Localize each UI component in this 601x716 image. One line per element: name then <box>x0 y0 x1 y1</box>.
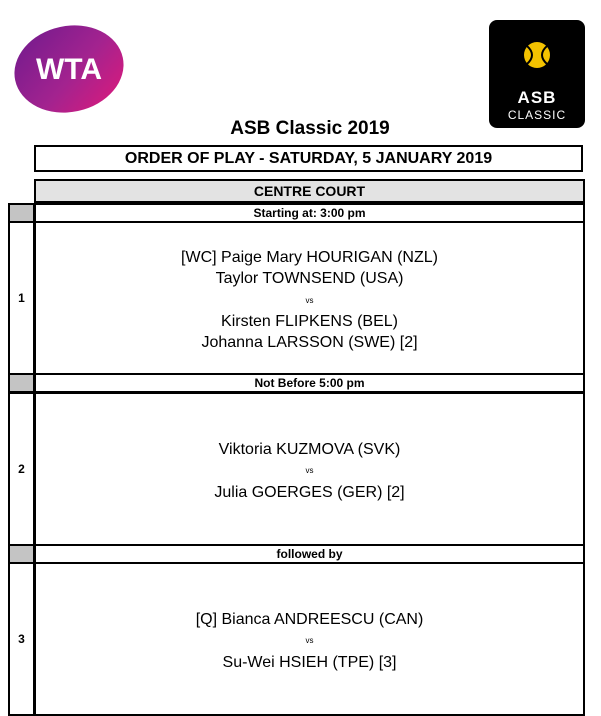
team1-player: [WC] Paige Mary HOURIGAN (NZL) <box>181 249 438 266</box>
match-number: 3 <box>8 562 35 716</box>
vs-label: vs <box>305 466 314 475</box>
team2-player: Su-Wei HSIEH (TPE) [3] <box>222 654 397 671</box>
match-card <box>34 392 585 546</box>
match-number: 1 <box>8 221 35 375</box>
match-card <box>34 221 585 375</box>
wta-logo <box>13 24 126 114</box>
tennis-ball-icon <box>489 20 585 90</box>
match-card <box>34 562 585 716</box>
vs-label: vs <box>305 296 314 305</box>
asb-logo-line2: CLASSIC <box>507 108 567 122</box>
team2-player: Kirsten FLIPKENS (BEL) <box>221 313 398 330</box>
match-time-label: Not Before 5:00 pm <box>34 373 585 393</box>
team2-player: Johanna LARSSON (SWE) [2] <box>201 334 418 351</box>
court-name: CENTRE COURT <box>34 179 585 203</box>
team1-player: [Q] Bianca ANDREESCU (CAN) <box>195 611 424 628</box>
team2-player: Julia GOERGES (GER) [2] <box>214 484 405 501</box>
match-time-label: Starting at: 3:00 pm <box>34 203 585 223</box>
row-marker-cell <box>8 373 35 393</box>
team1-player: Viktoria KUZMOVA (SVK) <box>218 441 401 458</box>
vs-label: vs <box>305 636 314 645</box>
wta-logo-text: WTA <box>35 53 103 86</box>
asb-logo-line1: ASB <box>517 88 557 107</box>
team1-player: Taylor TOWNSEND (USA) <box>215 270 404 287</box>
match-time-label: followed by <box>34 544 585 564</box>
asb-classic-logo <box>489 20 585 128</box>
row-marker-cell <box>8 203 35 223</box>
order-of-play-heading: ORDER OF PLAY - SATURDAY, 5 JANUARY 2019 <box>34 145 583 172</box>
match-number: 2 <box>8 392 35 546</box>
tournament-title: ASB Classic 2019 <box>230 118 390 139</box>
row-marker-cell <box>8 544 35 564</box>
